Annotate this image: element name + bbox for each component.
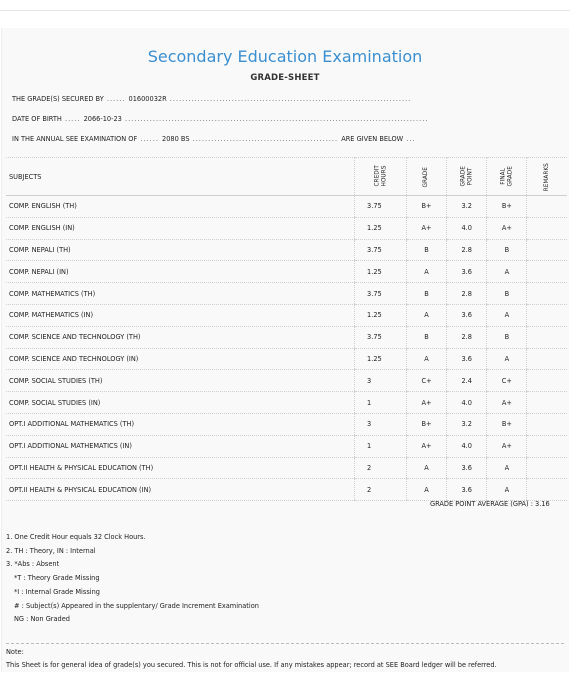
table-row: [6, 196, 567, 218]
table-header-row: [6, 158, 567, 196]
remarks-cell: [527, 283, 567, 305]
exam-line: IN THE ANNUAL SEE EXAMINATION OF ...... 2080 BS ............................................... ARE GIVEN BELOW ...: [12, 135, 416, 143]
final-grade-cell: B: [487, 239, 527, 261]
grade-cell: A+: [406, 435, 446, 457]
table-row: [6, 457, 567, 479]
note-label: Note:: [6, 648, 24, 656]
remarks-cell: [527, 370, 567, 392]
grade-point-cell: 4.0: [447, 435, 487, 457]
table-row: [6, 239, 567, 261]
grade-point-cell: 3.6: [447, 348, 487, 370]
credit-hours-cell: 3.75: [355, 326, 407, 348]
top-divider: [0, 10, 570, 11]
final-grade-cell: A: [487, 479, 527, 501]
subject-cell: COMP. SCIENCE AND TECHNOLOGY (TH): [6, 326, 355, 348]
subject-cell: COMP. SCIENCE AND TECHNOLOGY (IN): [6, 348, 355, 370]
table-row: [6, 326, 567, 348]
subject-cell: OPT.II HEALTH & PHYSICAL EDUCATION (TH): [6, 457, 355, 479]
grade-point-cell: 2.8: [447, 239, 487, 261]
footer-divider: [6, 643, 564, 644]
grade-cell: A+: [406, 217, 446, 239]
subject-cell: OPT.I ADDITIONAL MATHEMATICS (TH): [6, 413, 355, 435]
final-grade-cell: B: [487, 283, 527, 305]
note-item: 1. One Credit Hour equals 32 Clock Hours.: [6, 533, 146, 541]
table-row: [6, 304, 567, 326]
grade-cell: A: [406, 479, 446, 501]
remarks-cell: [527, 261, 567, 283]
symbol-number: 01600032R: [128, 95, 167, 103]
final-grade-cell: B: [487, 326, 527, 348]
header-final-grade: FINAL GRADE: [487, 158, 527, 196]
table-row: [6, 217, 567, 239]
header-remarks: REMARKS: [527, 158, 567, 196]
grade-cell: B+: [406, 196, 446, 218]
remarks-cell: [527, 479, 567, 501]
final-grade-cell: A: [487, 261, 527, 283]
grades-table-body: [6, 196, 567, 501]
credit-hours-cell: 2: [355, 479, 407, 501]
subject-cell: COMP. MATHEMATICS (IN): [6, 304, 355, 326]
remarks-cell: [527, 457, 567, 479]
remarks-cell: [527, 239, 567, 261]
grade-point-cell: 2.8: [447, 326, 487, 348]
subject-cell: COMP. NEPALI (TH): [6, 239, 355, 261]
table-row: [6, 392, 567, 414]
final-grade-cell: A+: [487, 217, 527, 239]
final-grade-cell: A: [487, 457, 527, 479]
grade-point-cell: 3.6: [447, 479, 487, 501]
remarks-cell: [527, 196, 567, 218]
credit-hours-cell: 3.75: [355, 283, 407, 305]
remarks-cell: [527, 413, 567, 435]
final-grade-cell: C+: [487, 370, 527, 392]
final-grade-cell: B+: [487, 413, 527, 435]
credit-hours-cell: 1.25: [355, 348, 407, 370]
subject-cell: COMP. MATHEMATICS (TH): [6, 283, 355, 305]
table-row: [6, 348, 567, 370]
grade-cell: B: [406, 283, 446, 305]
final-grade-cell: A: [487, 304, 527, 326]
dob-line: DATE OF BIRTH ..... 2066-10-23 ..................................................................................................: [12, 115, 429, 123]
page-title: Secondary Education Examination: [147, 47, 423, 66]
note-subitem: NG : Non Graded: [14, 615, 70, 624]
grades-table: [6, 157, 567, 501]
header-grade-point: GRADE POINT: [447, 158, 487, 196]
dob-value: 2066-10-23: [83, 115, 122, 123]
subject-cell: COMP. SOCIAL STUDIES (TH): [6, 370, 355, 392]
dob-label: DATE OF BIRTH: [12, 115, 62, 123]
grade-point-cell: 3.2: [447, 413, 487, 435]
grade-cell: B: [406, 239, 446, 261]
remarks-cell: [527, 326, 567, 348]
subject-cell: COMP. SOCIAL STUDIES (IN): [6, 392, 355, 414]
subject-cell: OPT.I ADDITIONAL MATHEMATICS (IN): [6, 435, 355, 457]
table-row: [6, 435, 567, 457]
header-subjects: SUBJECTS: [6, 158, 355, 196]
credit-hours-cell: 1.25: [355, 261, 407, 283]
notes-list: [6, 531, 259, 627]
table-row: [6, 261, 567, 283]
final-grade-cell: A: [487, 348, 527, 370]
note-item: 2. TH : Theory, IN : Internal: [6, 546, 96, 555]
grade-cell: A: [406, 348, 446, 370]
grade-point-cell: 3.2: [447, 196, 487, 218]
table-row: [6, 479, 567, 501]
credit-hours-cell: 1: [355, 435, 407, 457]
credit-hours-cell: 1: [355, 392, 407, 414]
credit-hours-cell: 3.75: [355, 196, 407, 218]
grade-point-cell: 4.0: [447, 217, 487, 239]
secured-by-label: THE GRADE(S) SECURED BY: [12, 95, 104, 103]
grade-point-cell: 3.6: [447, 261, 487, 283]
grade-point-cell: 2.4: [447, 370, 487, 392]
secured-by-line: THE GRADE(S) SECURED BY ...... 01600032R ..............................................................................: [12, 95, 412, 103]
remarks-cell: [527, 392, 567, 414]
final-grade-cell: B+: [487, 196, 527, 218]
subject-cell: COMP. ENGLISH (TH): [6, 196, 355, 218]
subject-cell: COMP. ENGLISH (IN): [6, 217, 355, 239]
given-below-label: ARE GIVEN BELOW: [341, 135, 404, 143]
credit-hours-cell: 1.25: [355, 304, 407, 326]
final-grade-cell: A+: [487, 435, 527, 457]
grade-point-cell: 3.6: [447, 304, 487, 326]
grade-cell: C+: [406, 370, 446, 392]
table-row: [6, 283, 567, 305]
grade-cell: B+: [406, 413, 446, 435]
note-subitem: *I : Internal Grade Missing: [14, 587, 100, 596]
disclaimer-text: This Sheet is for general idea of grade(s) you secured. This is not for official use. If any mistakes appear; record at SEE Board ledger will be referred.: [6, 661, 497, 669]
grade-cell: A: [406, 304, 446, 326]
remarks-cell: [527, 435, 567, 457]
note-subitem: # : Subject(s) Appeared in the supplentary/ Grade Increment Examination: [14, 601, 259, 610]
top-bar: [0, 0, 570, 10]
credit-hours-cell: 1.25: [355, 217, 407, 239]
table-row: [6, 413, 567, 435]
subject-cell: OPT.II HEALTH & PHYSICAL EDUCATION (IN): [6, 479, 355, 501]
exam-label: IN THE ANNUAL SEE EXAMINATION OF: [12, 135, 138, 143]
header-grade: GRADE: [406, 158, 446, 196]
note-subitem: *T : Theory Grade Missing: [14, 574, 100, 583]
credit-hours-cell: 3: [355, 370, 407, 392]
credit-hours-cell: 2: [355, 457, 407, 479]
grade-cell: A: [406, 457, 446, 479]
grade-point-cell: 4.0: [447, 392, 487, 414]
grade-sheet-subtitle: GRADE-SHEET: [250, 73, 320, 83]
credit-hours-cell: 3.75: [355, 239, 407, 261]
remarks-cell: [527, 217, 567, 239]
remarks-cell: [527, 348, 567, 370]
remarks-cell: [527, 304, 567, 326]
grade-cell: B: [406, 326, 446, 348]
grade-point-cell: 2.8: [447, 283, 487, 305]
exam-year: 2080 BS: [162, 135, 190, 143]
final-grade-cell: A+: [487, 392, 527, 414]
table-row: [6, 370, 567, 392]
header-credit-hours: CREDIT HOURS: [355, 158, 407, 196]
credit-hours-cell: 3: [355, 413, 407, 435]
grade-cell: A: [406, 261, 446, 283]
grade-point-cell: 3.6: [447, 457, 487, 479]
gpa-summary: GRADE POINT AVERAGE (GPA) : 3.16: [430, 500, 550, 508]
grade-cell: A+: [406, 392, 446, 414]
subject-cell: COMP. NEPALI (IN): [6, 261, 355, 283]
note-item: 3. *Abs : Absent: [6, 560, 60, 569]
